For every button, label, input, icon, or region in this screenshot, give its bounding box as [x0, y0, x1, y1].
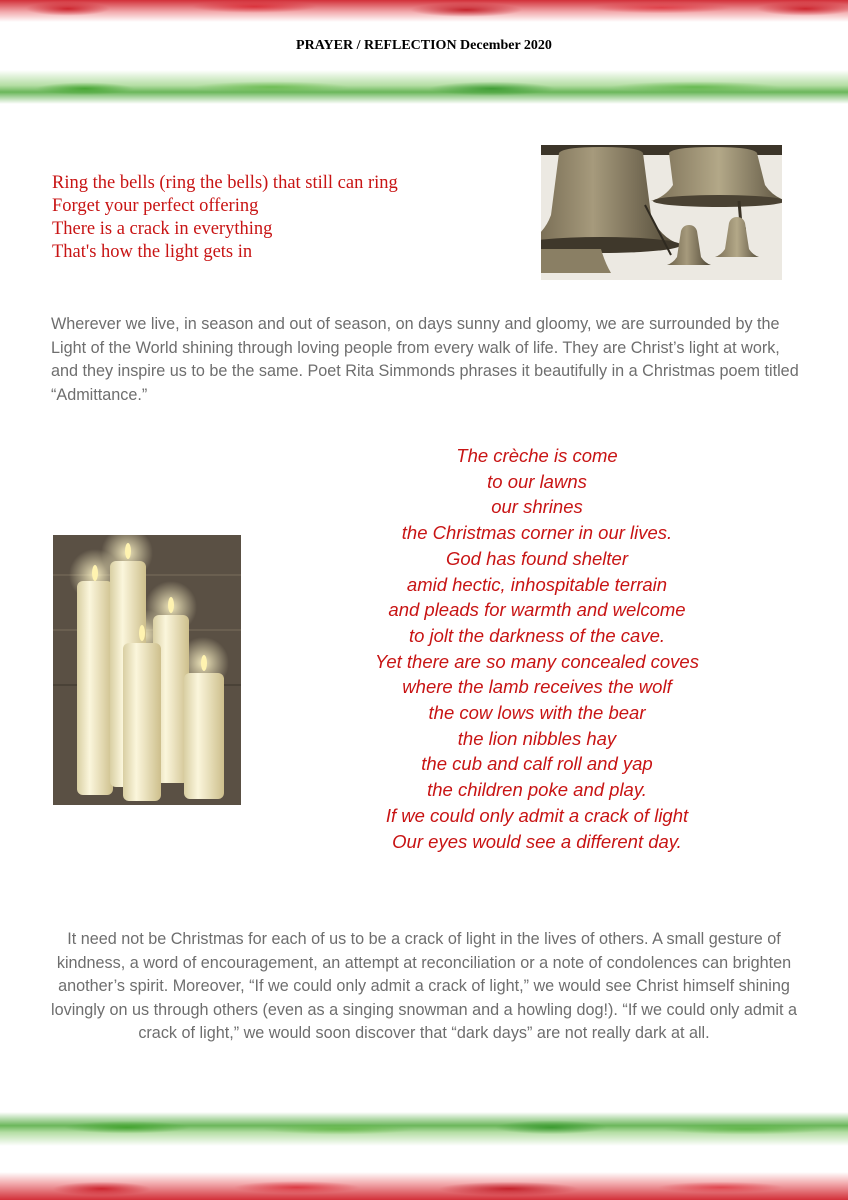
poem-line: the cub and calf roll and yap [421, 753, 653, 775]
poem-line: Our eyes would see a different day. [392, 830, 682, 852]
verse-line: Forget your perfect offering [52, 196, 259, 216]
poem-line: where the lamb receives the wolf [402, 676, 672, 698]
poem-line: the lion nibbles hay [457, 727, 617, 749]
poem-line: to our lawns [487, 470, 587, 492]
poem-line: our shrines [491, 496, 583, 518]
intro-paragraph: Wherever we live, in season and out of season, on days sunny and gloomy, we are surrounded by the Light of the World shining through loving people from every walk of life. They are Christ’s light at work, and they inspire us to be the same. Poet Rita Simmonds phrases it beautifully in a Christmas poem titled “Admittance.” [51, 315, 799, 404]
poem-line: The crèche is come [456, 445, 618, 466]
top-red-brush-border [0, 0, 848, 22]
admittance-poem [330, 443, 744, 854]
bottom-green-brush-border [0, 1112, 848, 1146]
church-bells-photo [541, 145, 782, 280]
verse-line: There is a crack in everything [52, 219, 273, 239]
poem-line: If we could only admit a crack of light [385, 804, 689, 826]
page-header: PRAYER / REFLECTION December 2020 [296, 38, 552, 53]
poem-line: amid hectic, inhospitable terrain [406, 573, 668, 595]
bells-illustration [541, 145, 782, 280]
verse-line: Ring the bells (ring the bells) that still can ring [52, 173, 398, 193]
bottom-red-brush-border [0, 1172, 848, 1200]
poem-line: the cow lows with the bear [428, 702, 646, 724]
poem-line: to jolt the darkness of the cave. [408, 624, 666, 646]
verse-line: That's how the light gets in [52, 242, 253, 262]
poem-line: God has found shelter [445, 547, 629, 569]
song-verse [52, 172, 482, 264]
poem-line: the children poke and play. [427, 779, 647, 801]
poem-line: and pleads for warmth and welcome [388, 599, 686, 621]
poem-line: Yet there are so many concealed coves [375, 650, 699, 672]
candles-illustration [53, 535, 241, 805]
closing-paragraph: It need not be Christmas for each of us to be a crack of light in the lives of others. A small gesture of kindness, a word of encouragement, an attempt at reconciliation or a note of condolences can brighten another’s spirit. Moreover, “If we could only admit a crack of light,” we would see Christ himself shining lovingly on us through others (even as a singing snowman and a howling dog!). “If we could only admit a crack of light,” we would soon discover that “dark days” are not really dark at all. [51, 930, 797, 1042]
candles-photo [53, 535, 241, 805]
poem-line: the Christmas corner in our lives. [401, 522, 673, 544]
top-green-brush-border [0, 70, 848, 104]
